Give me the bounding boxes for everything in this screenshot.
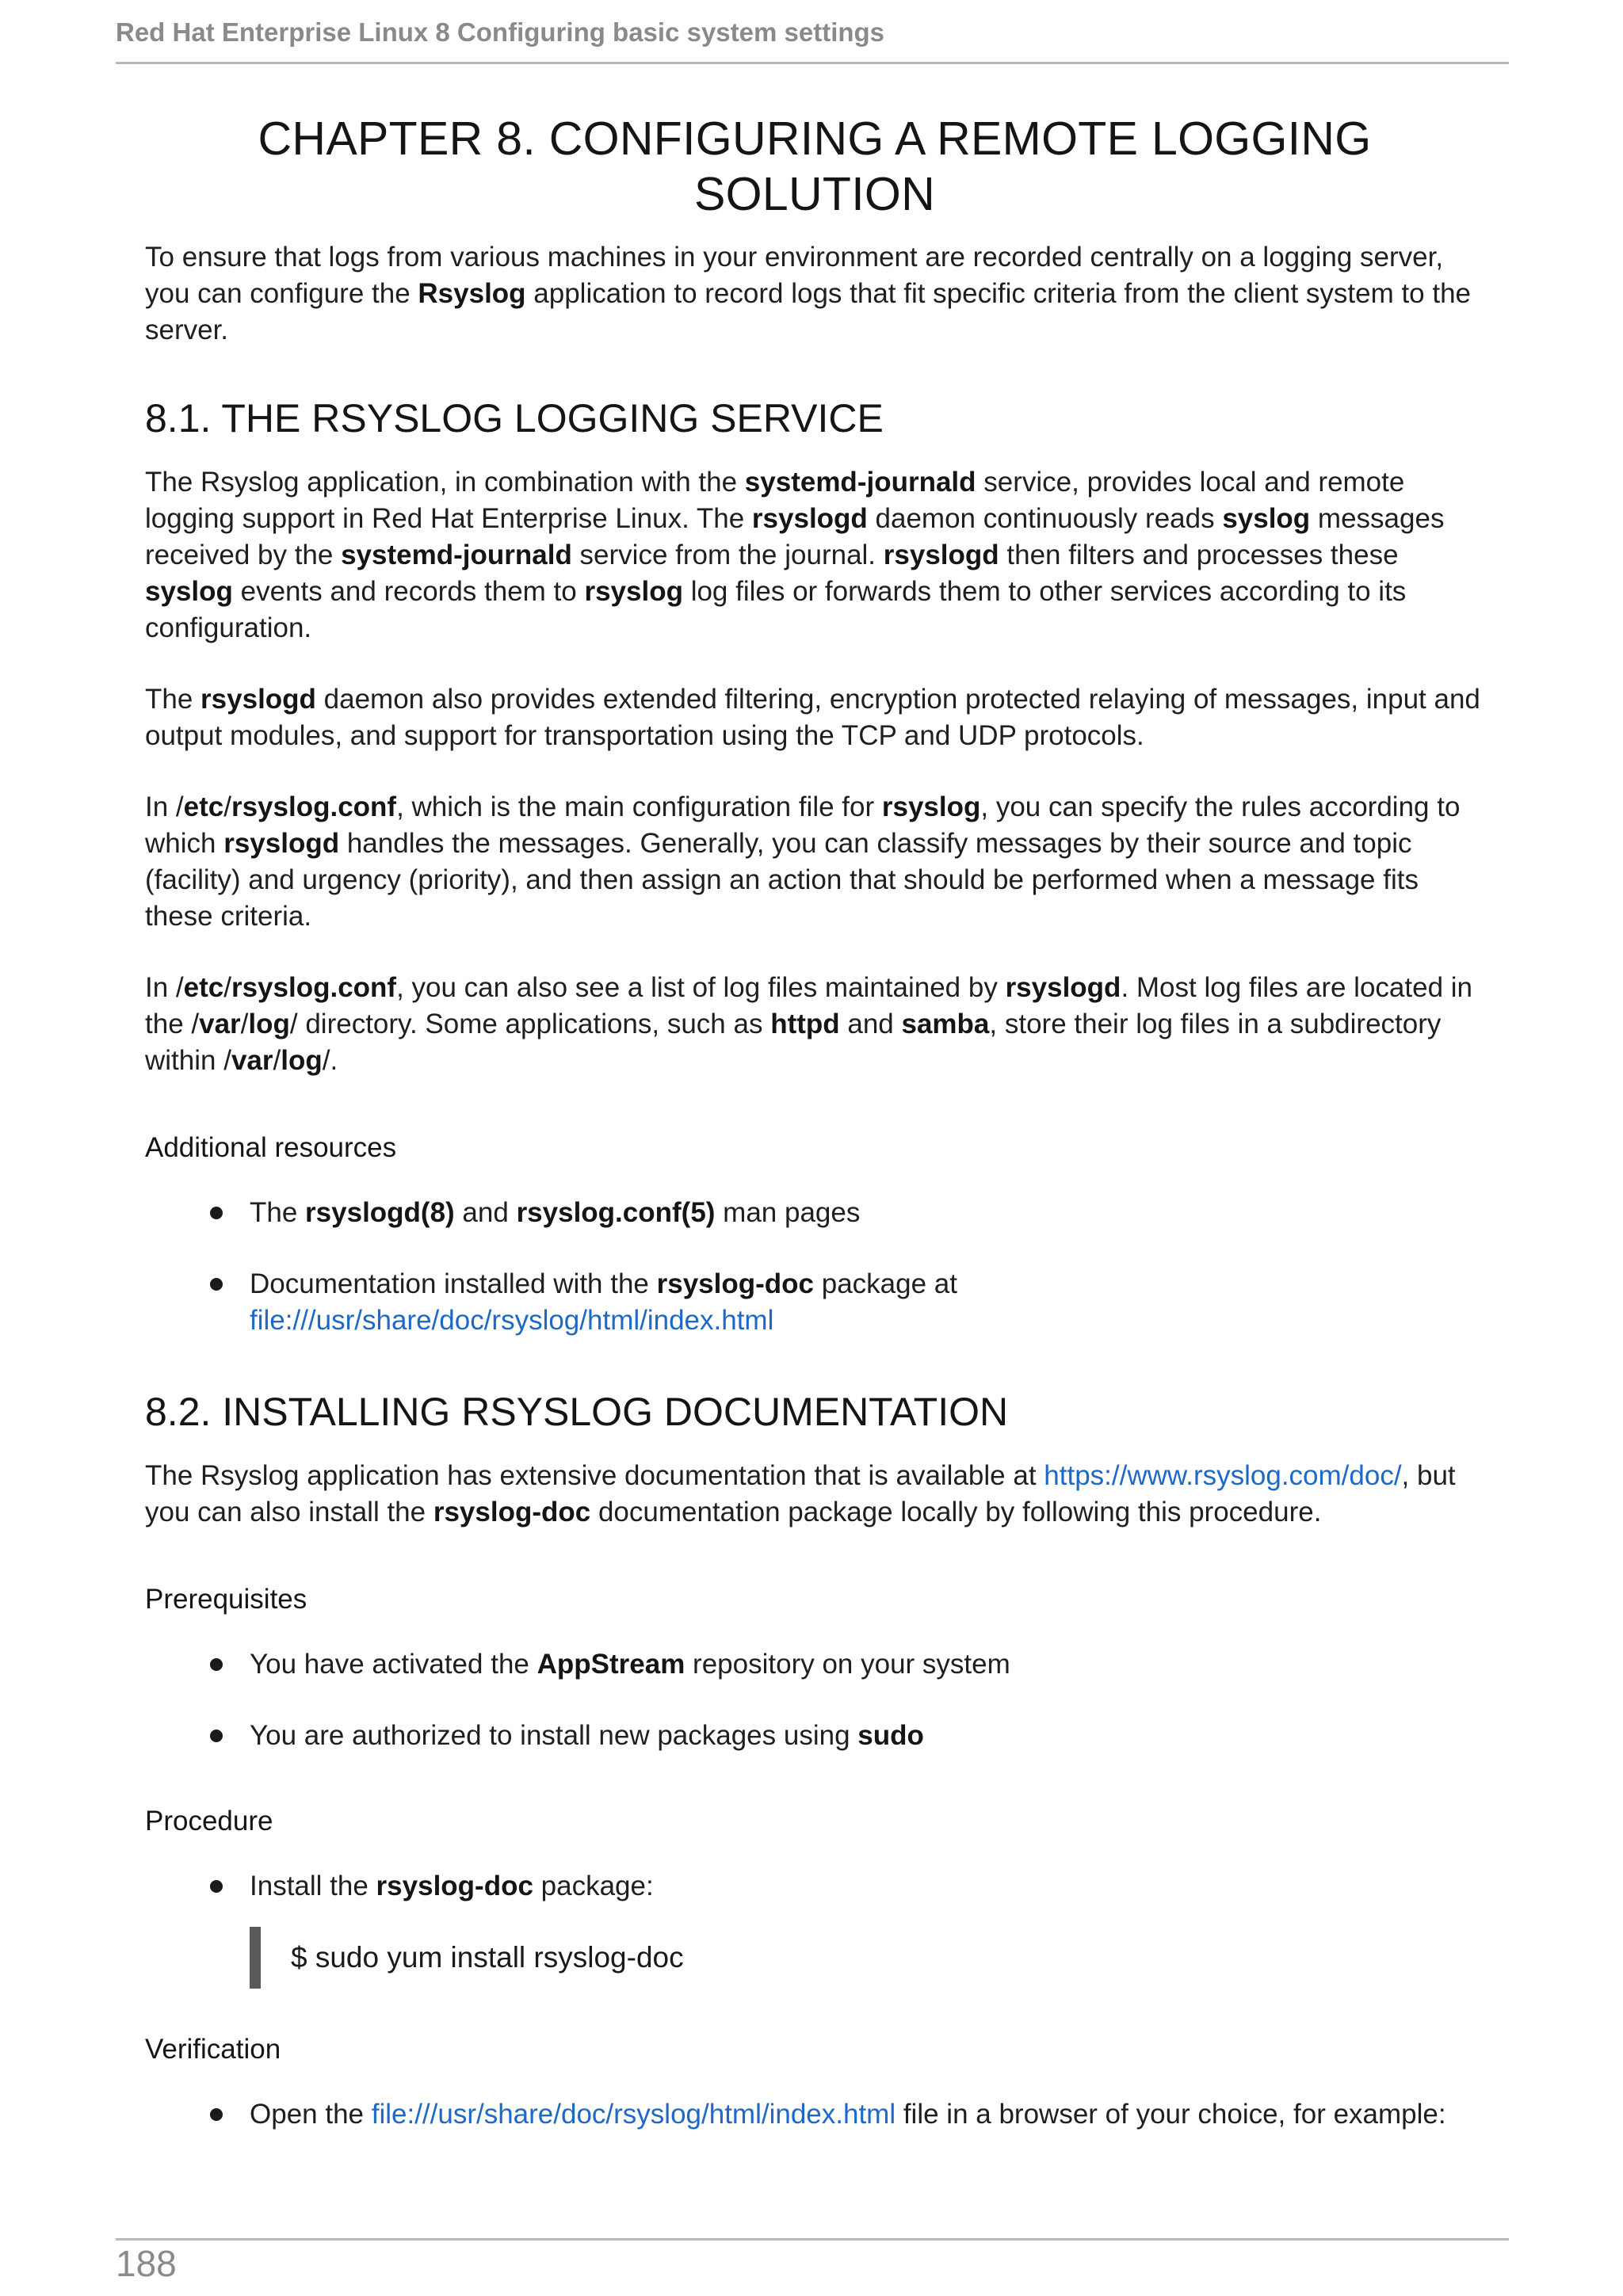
install-command-block: $ sudo yum install rsyslog-doc — [250, 1927, 1484, 1989]
rsyslog-doc-index-link[interactable]: file:///usr/share/doc/rsyslog/html/index.html — [371, 2099, 896, 2130]
list-item: You have activated the AppStream repository on your system — [145, 1646, 1484, 1683]
section-8-1-title: 8.1. THE RSYSLOG LOGGING SERVICE — [145, 396, 884, 441]
verification-list — [145, 2096, 1484, 2133]
procedure-list — [145, 1868, 1484, 1905]
log-files-paragraph: In /etc/rsyslog.conf, you can also see a list of log files maintained by rsyslogd. Most log files are located in the /var/log/ directory. Some applications, such as httpd and samba, store their log files in a subdirectory within /var/log/. — [145, 972, 1473, 1076]
bullet-icon — [210, 1658, 223, 1671]
list-item: Install the rsyslog-doc package: — [145, 1868, 1484, 1905]
prerequisites-list — [145, 1646, 1484, 1754]
procedure-heading: Procedure — [145, 1806, 273, 1836]
header-divider — [116, 62, 1509, 64]
rsyslog-service-paragraph: The Rsyslog application, in combination with the systemd-journald service, provides local and remote logging support in Red Hat Enterprise Linux. The rsyslogd daemon continuously reads syslog messages received by the systemd-journald service from the journal. rsyslogd then filters and processes these syslog events and records them to rsyslog log files or forwards them to other services according to its configuration. — [145, 467, 1445, 643]
list-item: Documentation installed with the rsyslog-doc package at file:///usr/share/doc/rsyslog/html/index.html — [145, 1266, 1484, 1339]
bullet-icon — [210, 1207, 223, 1219]
intro-paragraph: To ensure that logs from various machines in your environment are recorded centrally on a logging server, you can configure the Rsyslog application to record logs that fit specific criteria from the client system to the server. — [145, 242, 1472, 345]
rsyslog-website-link[interactable]: https://www.rsyslog.com/doc/ — [1044, 1460, 1402, 1491]
additional-resources-list — [145, 1195, 1484, 1339]
section-8-2-title: 8.2. INSTALLING RSYSLOG DOCUMENTATION — [145, 1390, 1009, 1434]
prerequisites-heading: Prerequisites — [145, 1584, 307, 1615]
footer-divider — [116, 2238, 1509, 2241]
chapter-title: CHAPTER 8. CONFIGURING A REMOTE LOGGING SOLUTION — [258, 113, 1372, 220]
bullet-icon — [210, 1730, 223, 1742]
rsyslogd-features-paragraph: The rsyslogd daemon also provides extended filtering, encryption protected relaying of messages, input and output modules, and support for transportation using the TCP and UDP protocols. — [145, 684, 1480, 751]
bullet-icon — [210, 1880, 223, 1893]
list-item: Open the file:///usr/share/doc/rsyslog/html/index.html file in a browser of your choice, for example: — [145, 2096, 1484, 2133]
rsyslog-conf-rules-paragraph: In /etc/rsyslog.conf, which is the main configuration file for rsyslog, you can specify the rules according to which rsyslogd handles the messages. Generally, you can classify messages by their source and topic (facility) and urgency (priority), and then assign an action that should be performed when a message fits these criteria. — [145, 791, 1461, 932]
bullet-icon — [210, 2108, 223, 2121]
page-number: 188 — [116, 2243, 177, 2284]
running-header: Red Hat Enterprise Linux 8 Configuring basic system settings — [116, 17, 885, 47]
list-item: You are authorized to install new packages using sudo — [145, 1718, 1484, 1754]
page-content — [145, 111, 1484, 2133]
bullet-icon — [210, 1278, 223, 1291]
list-item: The rsyslogd(8) and rsyslog.conf(5) man pages — [145, 1195, 1484, 1231]
additional-resources-heading: Additional resources — [145, 1132, 397, 1163]
rsyslog-doc-local-link[interactable]: file:///usr/share/doc/rsyslog/html/index.html — [250, 1305, 774, 1336]
install-docs-paragraph: The Rsyslog application has extensive documentation that is available at https://www.rsyslog.com/doc/, but you can also install the rsyslog-doc documentation package locally by following this procedure. — [145, 1460, 1456, 1527]
verification-heading: Verification — [145, 2034, 281, 2065]
